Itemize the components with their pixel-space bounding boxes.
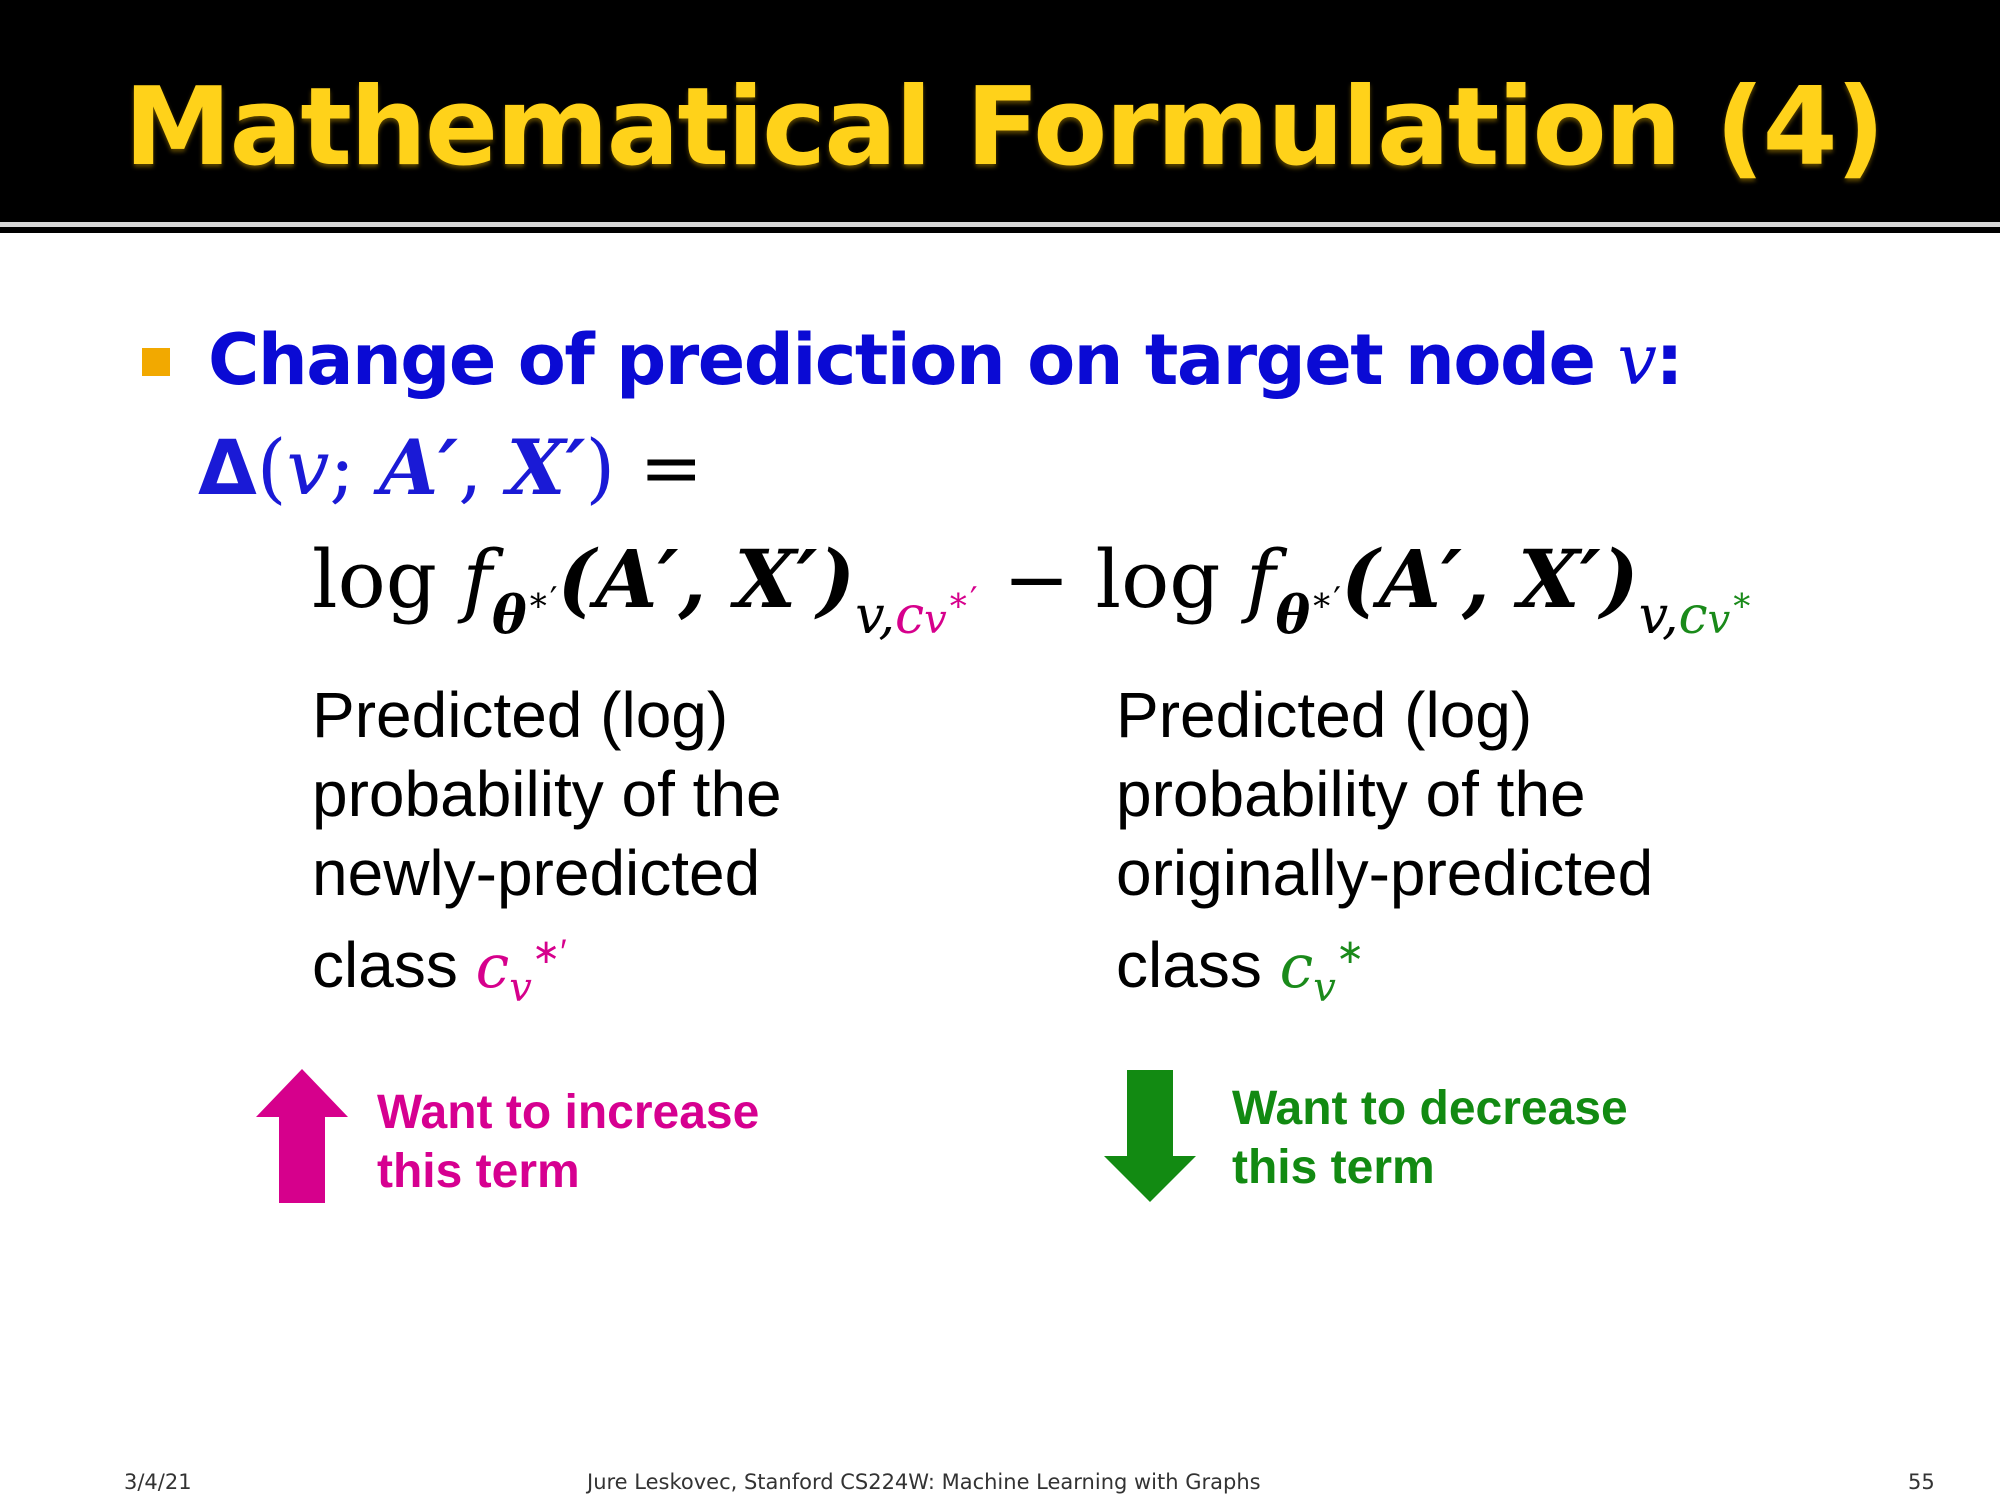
bullet-square-icon <box>142 348 170 376</box>
bullet-point <box>208 312 1682 408</box>
page-number: 55 <box>1908 1470 1935 1494</box>
formula-args2: (A′, X′) <box>1341 532 1639 626</box>
increase-callout-line1: Want to increase <box>377 1086 760 1139</box>
right-desc-class-prefix: class <box>1116 929 1280 1001</box>
arrow-up-icon <box>256 1069 348 1203</box>
formula-sub2-c-sup: ∗ <box>1730 580 1754 620</box>
formula-sub1-c-sup: ∗′ <box>946 580 978 620</box>
left-desc-class-prefix: class <box>312 929 476 1001</box>
right-description <box>1116 676 1876 1028</box>
formula-theta-sup2: ∗′ <box>1310 580 1342 620</box>
left-desc-class-sup: ∗′ <box>531 933 567 971</box>
bullet-text: Change of prediction on target node <box>208 319 1618 401</box>
delta-X: X′ <box>506 423 586 512</box>
formula-log2: log <box>1095 533 1246 626</box>
increase-callout-line2: this term <box>377 1145 580 1198</box>
delta-equals: = <box>615 423 704 512</box>
decrease-callout-line1: Want to decrease <box>1232 1082 1628 1135</box>
footer-credit: Jure Leskovec, Stanford CS224W: Machine Learning with Graphs <box>587 1470 1261 1494</box>
right-desc-line2: probability of the <box>1116 758 1586 830</box>
decrease-callout <box>1232 1079 1752 1197</box>
delta-A: A′ <box>379 423 459 512</box>
delta-close: ) <box>585 423 616 512</box>
right-desc-line3: originally-predicted <box>1116 837 1654 909</box>
left-desc-line1: Predicted (log) <box>312 679 729 751</box>
left-desc-line3: newly-predicted <box>312 837 761 909</box>
formula-minus: − <box>977 533 1096 626</box>
left-desc-class-c: c <box>475 932 510 1002</box>
formula-log1: log <box>312 533 463 626</box>
formula-sub1-v: v, <box>855 586 896 646</box>
formula-sub2-c: c <box>1678 586 1708 646</box>
increase-callout <box>377 1083 877 1201</box>
right-desc-class-sub: v <box>1313 965 1336 1011</box>
formula-sub1-c-sub: v <box>924 597 947 643</box>
main-formula <box>312 524 1753 675</box>
bullet-colon: : <box>1655 319 1682 401</box>
decrease-callout-line2: this term <box>1232 1141 1435 1194</box>
left-desc-class-sub: v <box>509 965 532 1011</box>
delta-open: ( <box>256 423 287 512</box>
delta-expression <box>198 418 703 518</box>
formula-f1: f <box>462 533 492 626</box>
right-desc-line1: Predicted (log) <box>1116 679 1533 751</box>
left-description <box>312 676 952 1028</box>
delta-semi: ; <box>329 423 380 512</box>
title-divider <box>0 227 2000 233</box>
formula-f2: f <box>1245 533 1276 626</box>
formula-args1: (A′, X′) <box>557 532 856 626</box>
left-desc-line2: probability of the <box>312 758 782 830</box>
slide-title: Mathematical Formulation (4) <box>124 65 1884 190</box>
delta-v: v <box>286 423 330 512</box>
formula-sub2-c-sub: v <box>1707 597 1731 643</box>
formula-theta1: θ <box>492 585 527 646</box>
delta-comma: , <box>458 423 507 512</box>
right-desc-line4 <box>1116 913 1876 1028</box>
bullet-var: v <box>1617 319 1656 401</box>
right-desc-class-c: c <box>1279 932 1314 1002</box>
formula-theta-sup1: ∗′ <box>526 580 558 620</box>
left-desc-line4 <box>312 913 952 1028</box>
delta-symbol: Δ <box>198 423 257 512</box>
formula-theta2: θ <box>1275 585 1311 646</box>
arrow-down-icon <box>1104 1070 1196 1202</box>
formula-sub2-v: v, <box>1638 586 1679 646</box>
footer-date: 3/4/21 <box>124 1470 192 1494</box>
formula-sub1-c: c <box>895 586 925 646</box>
right-desc-class-sup: ∗ <box>1335 933 1365 971</box>
